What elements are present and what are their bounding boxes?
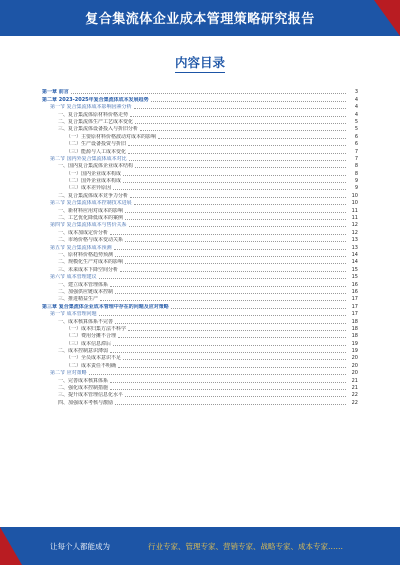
toc-entry[interactable] bbox=[42, 103, 358, 110]
toc-entry[interactable] bbox=[42, 162, 358, 169]
toc-entry[interactable] bbox=[42, 361, 358, 368]
toc-leader-dots bbox=[113, 189, 346, 190]
toc-entry-label: 二、加强供应链成本控制 bbox=[58, 288, 114, 295]
toc-entry[interactable] bbox=[42, 206, 358, 213]
toc-leader-dots bbox=[125, 263, 346, 264]
toc-entry-page: 15 bbox=[351, 266, 358, 273]
toc-entry-page: 19 bbox=[351, 340, 358, 347]
toc-entry[interactable] bbox=[42, 236, 358, 243]
toc-entry-label: （二）费用分摊不合理 bbox=[66, 333, 117, 340]
toc-leader-dots bbox=[110, 382, 346, 383]
toc-entry[interactable] bbox=[42, 132, 358, 139]
toc-entry[interactable] bbox=[42, 169, 358, 176]
toc-leader-dots bbox=[128, 145, 346, 146]
toc-entry-page: 16 bbox=[351, 288, 358, 295]
toc-leader-dots bbox=[125, 241, 346, 242]
toc-leader-dots bbox=[151, 101, 346, 102]
toc-entry[interactable] bbox=[42, 295, 358, 302]
toc-entry-page: 7 bbox=[354, 148, 358, 155]
toc-entry-page: 9 bbox=[354, 178, 358, 185]
toc-entry[interactable] bbox=[42, 376, 358, 383]
toc-entry-page: 17 bbox=[351, 303, 358, 310]
toc-entry[interactable] bbox=[42, 221, 358, 228]
toc-entry[interactable] bbox=[42, 243, 358, 250]
toc-entry-label: 第一节 复合集流体成本影响因素分析 bbox=[50, 104, 132, 111]
toc-leader-dots bbox=[99, 315, 346, 316]
toc-entry-page: 15 bbox=[351, 274, 358, 281]
toc-leader-dots bbox=[130, 197, 346, 198]
toc-entry[interactable] bbox=[42, 258, 358, 265]
toc-leader-dots bbox=[110, 286, 346, 287]
toc-leader-dots bbox=[123, 175, 346, 176]
toc-entry-page: 11 bbox=[351, 215, 358, 222]
toc-leader-dots bbox=[115, 256, 346, 257]
toc-entry-page: 18 bbox=[351, 318, 358, 325]
toc-entry[interactable] bbox=[42, 288, 358, 295]
toc-entry[interactable] bbox=[42, 369, 358, 376]
footer-slogan: 让每个人都能成为 bbox=[50, 542, 110, 551]
toc-leader-dots bbox=[171, 308, 346, 309]
toc-entry-page: 22 bbox=[351, 399, 358, 406]
toc-entry-page: 20 bbox=[351, 355, 358, 362]
toc-entry-label: （二）生产设备投资与折旧 bbox=[66, 141, 127, 148]
toc-entry-page: 20 bbox=[351, 362, 358, 369]
toc-leader-dots bbox=[110, 234, 346, 235]
toc-entry-page: 4 bbox=[354, 111, 358, 118]
toc-entry[interactable] bbox=[42, 398, 358, 405]
toc-leader-dots bbox=[114, 249, 346, 250]
toc-entry[interactable] bbox=[42, 95, 358, 102]
report-title: 复合集流体企业成本管理策略研究报告 bbox=[85, 12, 315, 27]
toc-leader-dots bbox=[89, 374, 346, 375]
toc-entry[interactable] bbox=[42, 199, 358, 206]
toc-entry-page: 4 bbox=[354, 96, 358, 103]
toc-entry-page: 5 bbox=[354, 126, 358, 133]
toc-leader-dots bbox=[130, 116, 346, 117]
toc-leader-dots bbox=[129, 226, 346, 227]
toc-entry[interactable] bbox=[42, 251, 358, 258]
toc-entry[interactable] bbox=[42, 302, 358, 309]
toc-entry[interactable] bbox=[42, 184, 358, 191]
toc-entry[interactable] bbox=[42, 155, 358, 162]
toc-leader-dots bbox=[129, 160, 346, 161]
toc-entry-label: 第二章 2023-2025年复合集流体成本发展趋势 bbox=[42, 96, 149, 103]
toc-heading-underline bbox=[175, 72, 225, 73]
toc-entry-label: 二、工艺优化降低成本的案例 bbox=[58, 215, 124, 222]
page-footer bbox=[0, 527, 400, 565]
toc-entry-label: 第三节 复合集流体成本控制技术进展 bbox=[50, 200, 132, 207]
toc-entry-label: （一）主要原材料价格波动对成本的影响 bbox=[66, 133, 157, 140]
toc-entry-label: 二、复合集流体成本竞争力分析 bbox=[58, 192, 129, 199]
toc-entry[interactable] bbox=[42, 339, 358, 346]
toc-entry-label: 二、强化成本控制措施 bbox=[58, 385, 109, 392]
toc-entry-label: （一）全员成本意识不足 bbox=[66, 355, 122, 362]
toc-entry-label: 一、完善成本核算体系 bbox=[58, 377, 109, 384]
toc-entry[interactable] bbox=[42, 273, 358, 280]
toc-entry-page: 8 bbox=[354, 163, 358, 170]
toc-entry-label: 第六节 成本管理建议 bbox=[50, 274, 97, 281]
toc-entry[interactable] bbox=[42, 347, 358, 354]
toc-leader-dots bbox=[123, 359, 346, 360]
toc-entry-page: 21 bbox=[351, 377, 358, 384]
toc-entry-label: 二、市场价格与成本变动关系 bbox=[58, 237, 124, 244]
toc-entry[interactable] bbox=[42, 391, 358, 398]
toc-entry[interactable] bbox=[42, 118, 358, 125]
toc-entry-label: 三、未来成本下降空间分析 bbox=[58, 266, 119, 273]
toc-entry-label: 第五节 复合集流体成本预测 bbox=[50, 244, 112, 251]
toc-entry-page: 5 bbox=[354, 118, 358, 125]
toc-leader-dots bbox=[71, 93, 346, 94]
toc-entry-page: 18 bbox=[351, 325, 358, 332]
toc-leader-dots bbox=[110, 352, 346, 353]
toc-entry-page: 3 bbox=[354, 89, 358, 96]
toc-entry[interactable] bbox=[42, 147, 358, 154]
toc-entry-label: 第二节 应对策略 bbox=[50, 370, 87, 377]
toc-entry-page: 17 bbox=[351, 296, 358, 303]
toc-entry-label: 一、新材料应用对成本的影响 bbox=[58, 207, 124, 214]
toc-leader-dots bbox=[113, 345, 346, 346]
toc-entry-label: 三、复合集流体设备投入与折旧分析 bbox=[58, 126, 139, 133]
toc-leader-dots bbox=[158, 138, 346, 139]
toc-entry-page: 6 bbox=[354, 133, 358, 140]
toc-entry-label: （一）国内企业成本构成 bbox=[66, 170, 122, 177]
toc-leader-dots bbox=[125, 396, 346, 397]
toc-leader-dots bbox=[125, 212, 346, 213]
toc-entry-label: 第一节 成本管理问题 bbox=[50, 311, 97, 318]
toc-entry[interactable] bbox=[42, 214, 358, 221]
toc-entry-page: 8 bbox=[354, 170, 358, 177]
toc-leader-dots bbox=[115, 404, 346, 405]
toc-entry[interactable] bbox=[42, 325, 358, 332]
toc-leader-dots bbox=[125, 219, 346, 220]
toc-leader-dots bbox=[135, 167, 346, 168]
toc-entry-page: 13 bbox=[351, 237, 358, 244]
toc-entry-page: 21 bbox=[351, 385, 358, 392]
toc-entry[interactable] bbox=[42, 177, 358, 184]
toc-entry-label: 二、规模化生产对成本的影响 bbox=[58, 259, 124, 266]
toc-leader-dots bbox=[118, 367, 346, 368]
toc-entry-page: 17 bbox=[351, 311, 358, 318]
footer-accent-corner bbox=[0, 527, 22, 565]
toc-leader-dots bbox=[110, 389, 346, 390]
toc-entry-label: 四、加强成本考核与激励 bbox=[58, 399, 114, 406]
toc-entry[interactable] bbox=[42, 88, 358, 95]
toc-entry-label: 第四节 复合集流体成本与售价关系 bbox=[50, 222, 127, 229]
toc-entry-page: 10 bbox=[351, 200, 358, 207]
toc-entry-page: 19 bbox=[351, 348, 358, 355]
toc-entry[interactable] bbox=[42, 125, 358, 132]
toc-entry-label: 二、成本控制意识薄弱 bbox=[58, 348, 109, 355]
toc-entry-page: 10 bbox=[351, 192, 358, 199]
toc-entry[interactable] bbox=[42, 354, 358, 361]
toc-entry-page: 13 bbox=[351, 244, 358, 251]
toc-entry-label: 三、提升成本管理信息化水平 bbox=[58, 392, 124, 399]
toc-entry[interactable] bbox=[42, 384, 358, 391]
toc-entry-page: 20 bbox=[351, 370, 358, 377]
toc-entry-page: 7 bbox=[354, 155, 358, 162]
toc-leader-dots bbox=[118, 337, 346, 338]
toc-entry[interactable] bbox=[42, 140, 358, 147]
toc-entry-label: 二、复合集流体生产工艺成本变化 bbox=[58, 118, 134, 125]
toc-leader-dots bbox=[120, 271, 346, 272]
toc-entry-label: 一、成本加成定价分析 bbox=[58, 229, 109, 236]
toc-leader-dots bbox=[100, 300, 346, 301]
toc-leader-dots bbox=[99, 278, 346, 279]
table-of-contents bbox=[42, 88, 358, 406]
toc-leader-dots bbox=[115, 293, 346, 294]
toc-entry-label: 第一章 前言 bbox=[42, 89, 69, 96]
toc-entry-page: 16 bbox=[351, 281, 358, 288]
toc-entry-label: （二）成本责任不明确 bbox=[66, 362, 117, 369]
toc-entry-label: 一、原材料价格趋势预测 bbox=[58, 251, 114, 258]
toc-entry-page: 14 bbox=[351, 259, 358, 266]
toc-entry-label: （一）成本归集方法不科学 bbox=[66, 325, 127, 332]
toc-entry-label: 第三章 复合集流体企业成本管理中存在的问题及应对策略 bbox=[42, 303, 169, 310]
toc-entry-page: 4 bbox=[354, 104, 358, 111]
toc-entry-page: 22 bbox=[351, 392, 358, 399]
toc-leader-dots bbox=[134, 204, 346, 205]
toc-entry-page: 9 bbox=[354, 185, 358, 192]
toc-entry-page: 14 bbox=[351, 251, 358, 258]
toc-entry[interactable] bbox=[42, 228, 358, 235]
toc-entry-label: 一、国内复合集流体企业成本结构 bbox=[58, 163, 134, 170]
toc-leader-dots bbox=[134, 108, 346, 109]
toc-leader-dots bbox=[135, 123, 346, 124]
toc-entry-page: 12 bbox=[351, 222, 358, 229]
toc-entry-label: 三、推进精益生产 bbox=[58, 296, 99, 303]
toc-entry-page: 12 bbox=[351, 229, 358, 236]
toc-entry[interactable] bbox=[42, 191, 358, 198]
toc-entry-label: 一、复合集流体原材料价格走势 bbox=[58, 111, 129, 118]
toc-leader-dots bbox=[123, 182, 346, 183]
toc-entry-label: （三）成本差异原因 bbox=[66, 185, 112, 192]
toc-entry[interactable] bbox=[42, 332, 358, 339]
report-header bbox=[0, 0, 400, 36]
toc-entry[interactable] bbox=[42, 280, 358, 287]
toc-entry-label: 一、建立成本管理体系 bbox=[58, 281, 109, 288]
toc-heading: 内容目录 bbox=[174, 55, 225, 70]
toc-entry-label: （三）成本信息滞后 bbox=[66, 340, 112, 347]
toc-entry-page: 18 bbox=[351, 333, 358, 340]
toc-leader-dots bbox=[115, 323, 346, 324]
toc-entry-label: （二）国外企业成本构成 bbox=[66, 178, 122, 185]
toc-entry[interactable] bbox=[42, 317, 358, 324]
toc-entry-page: 6 bbox=[354, 141, 358, 148]
footer-tags: 行业专家、管理专家、营销专家、战略专家、成本专家…… bbox=[148, 542, 343, 551]
toc-entry-page: 11 bbox=[351, 207, 358, 214]
toc-entry-label: 第二节 国内外复合集流体成本对比 bbox=[50, 155, 127, 162]
toc-entry-label: （三）能源与人工成本变化 bbox=[66, 148, 127, 155]
toc-leader-dots bbox=[128, 153, 346, 154]
toc-entry[interactable] bbox=[42, 265, 358, 272]
toc-entry[interactable] bbox=[42, 110, 358, 117]
toc-entry-label: 一、成本核算体系不完善 bbox=[58, 318, 114, 325]
toc-leader-dots bbox=[140, 130, 346, 131]
toc-entry[interactable] bbox=[42, 310, 358, 317]
toc-leader-dots bbox=[128, 330, 346, 331]
